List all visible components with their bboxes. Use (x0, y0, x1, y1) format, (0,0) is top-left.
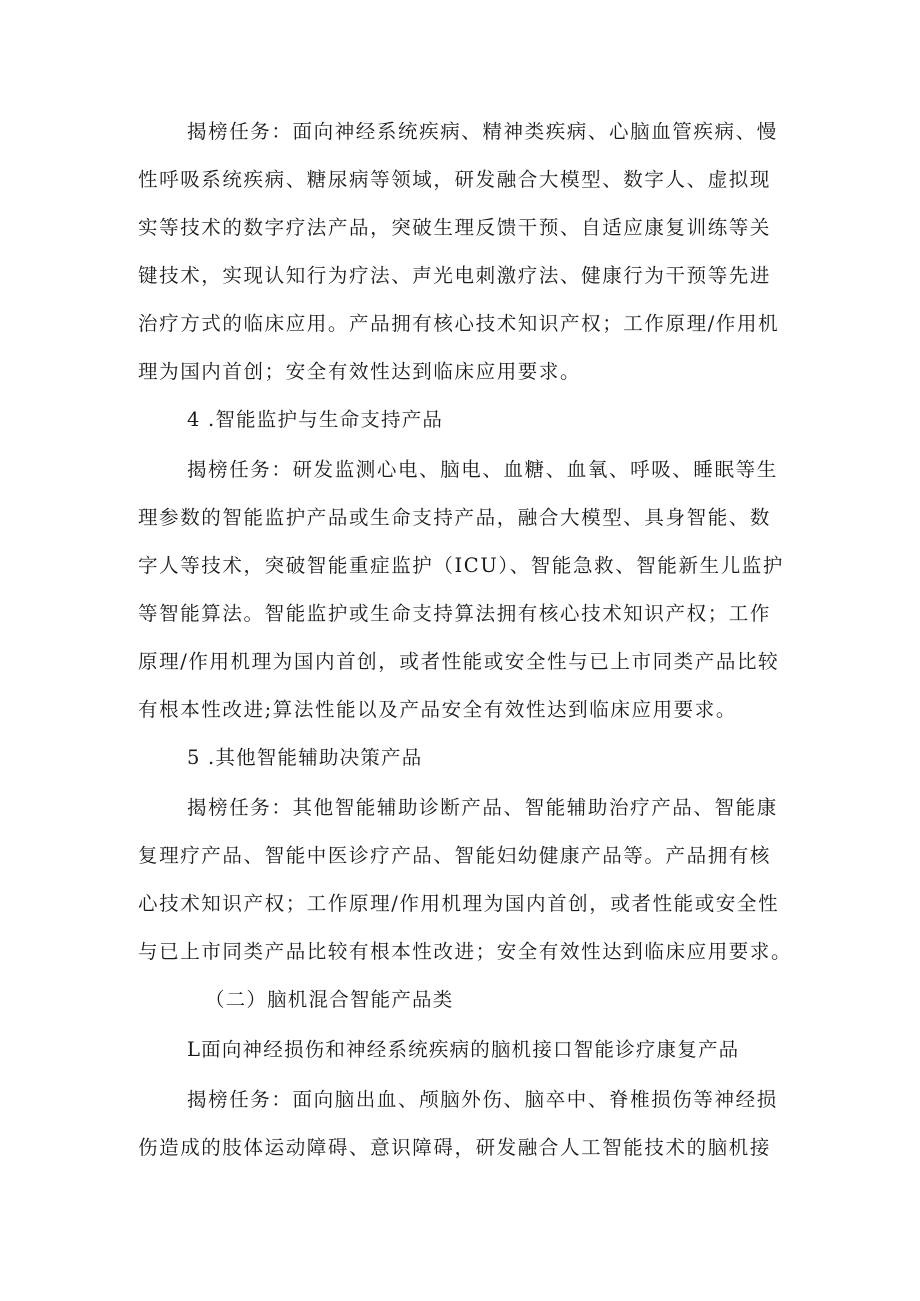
paragraph-line: 实等技术的数字疗法产品，突破生理反馈干预、自适应康复训练等关 (138, 216, 772, 239)
paragraph-line: 原理/作用机理为国内首创，或者性能或安全性与已上市同类产品比较 (138, 650, 780, 673)
paragraph-line: 有根本性改进;算法性能以及产品安全有效性达到临床应用要求。 (138, 698, 737, 721)
paragraph-line: 揭榜任务：面向神经系统疾病、精神类疾病、心脑血管疾病、慢 (187, 120, 778, 143)
paragraph-line: 心技术知识产权；工作原理/作用机理为国内首创，或者性能或安全性 (138, 892, 780, 915)
paragraph-line: 性呼吸系统疾病、糖尿病等领域，研发融合大模型、数字人、虚拟现 (138, 168, 772, 191)
paragraph-line: 理为国内首创；安全有效性达到临床应用要求。 (138, 360, 582, 383)
paragraph-line: 理参数的智能监护产品或生命支持产品，融合大模型、具身智能、数 (138, 506, 772, 529)
section-heading-5: 5 .其他智能辅助决策产品 (187, 746, 423, 769)
paragraph-line: 字人等技术，突破智能重症监护（ICU）、智能急救、智能新生儿监护 (138, 554, 785, 577)
paragraph-line: 揭榜任务：其他智能辅助诊断产品、智能辅助治疗产品、智能康 (187, 796, 778, 819)
paragraph-line: 揭榜任务：研发监测心电、脑电、血糖、血氧、呼吸、睡眠等生 (187, 458, 778, 481)
paragraph-line: 治疗方式的临床应用。产品拥有核心技术知识产权；工作原理/作用机 (138, 312, 780, 335)
paragraph-line: 与已上市同类产品比较有根本性改进；安全有效性达到临床应用要求。 (138, 940, 793, 963)
section-heading-4: 4 .智能监护与生命支持产品 (187, 408, 444, 431)
category-heading-2: （二）脑机混合智能产品类 (205, 988, 454, 1011)
section-heading-bci-1: L面向神经损伤和神经系统疾病的脑机接口智能诊疗康复产品 (187, 1038, 740, 1061)
paragraph-line: 揭榜任务：面向脑出血、颅脑外伤、脑卒中、脊椎损伤等神经损 (187, 1088, 778, 1111)
paragraph-line: 键技术，实现认知行为疗法、声光电刺激疗法、健康行为干预等先进 (138, 264, 772, 287)
paragraph-line: 伤造成的肢体运动障碍、意识障碍，研发融合人工智能技术的脑机接 (138, 1136, 772, 1159)
paragraph-line: 等智能算法。智能监护或生命支持算法拥有核心技术知识产权；工作 (138, 602, 772, 625)
paragraph-line: 复理疗产品、智能中医诊疗产品、智能妇幼健康产品等。产品拥有核 (138, 844, 772, 867)
